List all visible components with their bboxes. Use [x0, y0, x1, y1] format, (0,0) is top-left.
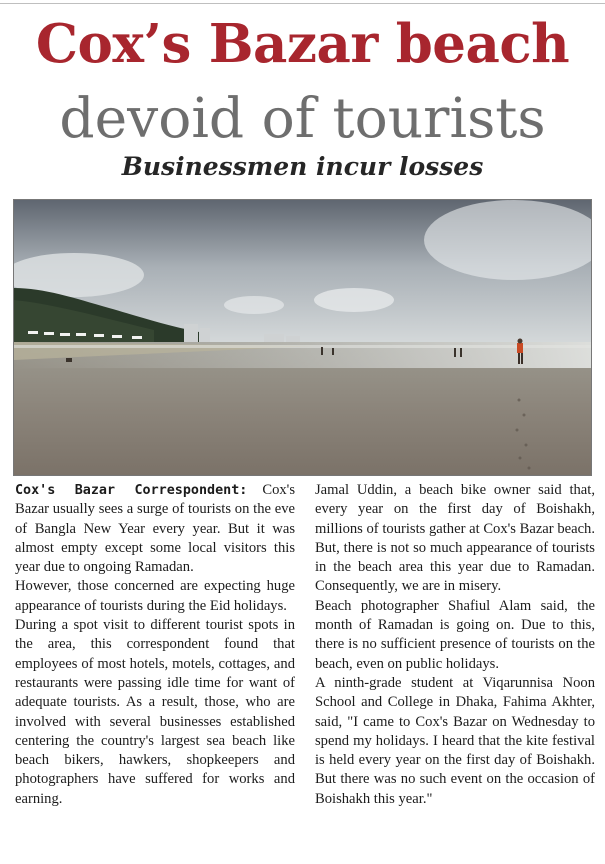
paragraph: Jamal Uddin, a beach bike owner said that, every year on the first day of Boishakh, millions of tourists gather at Cox's Bazar beach. But, there is not so much appearance of tourists in the beach area this year due to Ramadan. Consequently, we are in misery. — [315, 482, 595, 595]
beach-scene-image — [14, 200, 591, 475]
paragraph: During a spot visit to different tourist spots in the area, this correspondent found that employees of most hotels, motels, cottages, and restaurants were passing idle time for want of adequate tourists. As a result, those, who are involved with several businesses established centering the country's largest sea beach like beach bikers, hawkers, shopkeepers and photographers have suffered for works and earning. — [15, 617, 295, 807]
paragraph: Beach photographer Shafiul Alam said, the month of Ramadan is going on. Due to this, there is no sufficient presence of tourists on the beach, even on public holidays. — [315, 597, 595, 672]
paragraph: A ninth-grade student at Viqarunnisa Noon School and College in Dhaka, Fahima Akhter, said, "I came to Cox's Bazar on Wednesday to spend my holidays. I heard that the kite festival is held every year on the first day of Boishakh. But there was no such event on the occasion of Boishakh this year." — [315, 674, 595, 807]
top-rule — [0, 3, 605, 4]
paragraph: However, those concerned are expecting huge appearance of tourists during the Eid holidays. — [15, 578, 295, 614]
beach-photo — [13, 199, 592, 476]
paragraph — [15, 481, 295, 577]
subheadline: devoid of tourists — [59, 86, 546, 150]
headline: Cox’s Bazar beach — [35, 13, 570, 75]
paragraph-text: Cox's Bazar usually sees a surge of tourists on the eve of Bangla New Year every year. But it was almost empty except some local visitors this year due to ongoing Ramadan. — [15, 482, 295, 576]
tagline: Businessmen incur losses — [121, 152, 484, 181]
article-column-right — [315, 481, 595, 809]
byline: Cox's Bazar Correspondent: — [15, 483, 248, 498]
article-column-left — [15, 481, 295, 809]
